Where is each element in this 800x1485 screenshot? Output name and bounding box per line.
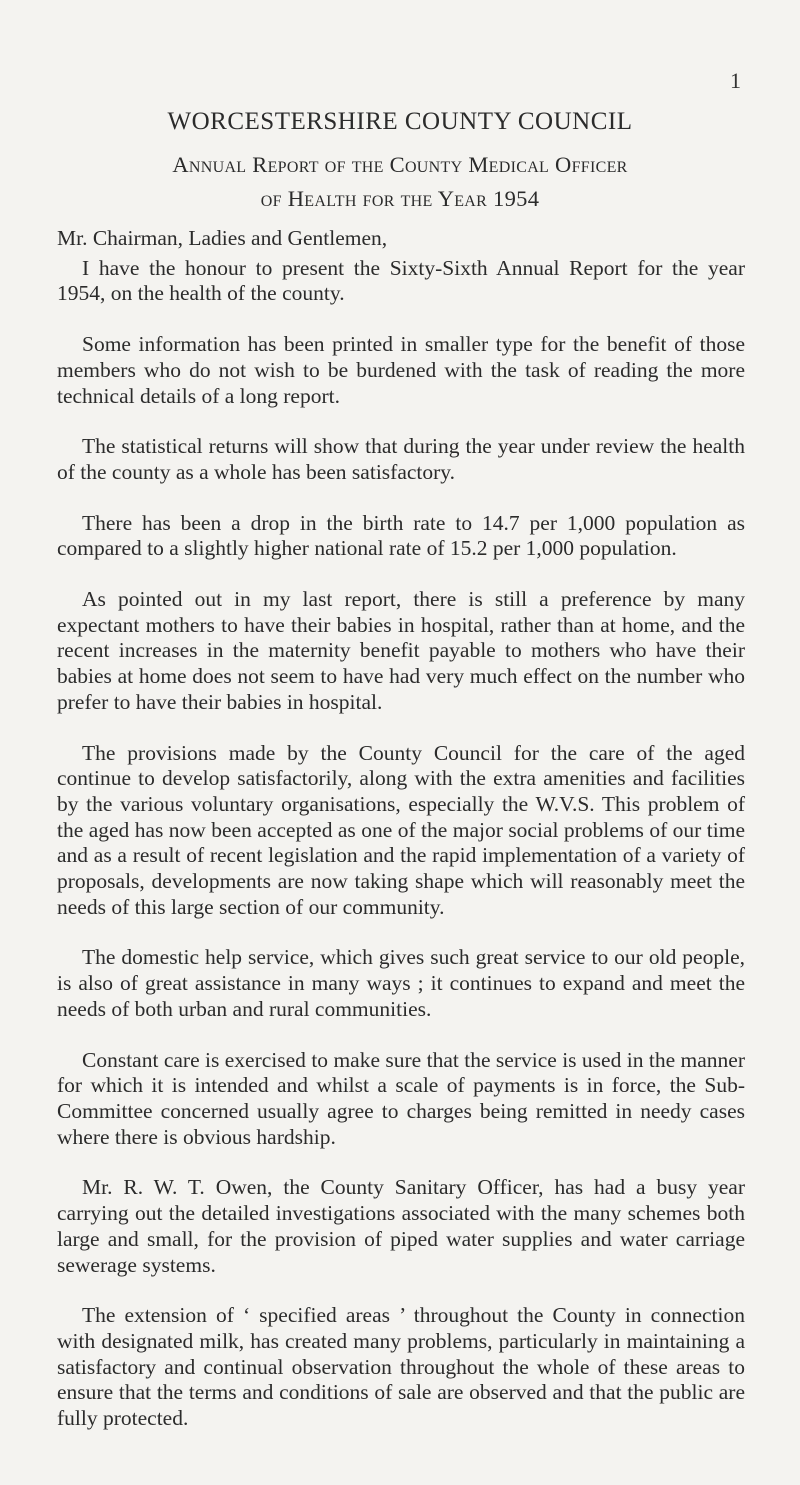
paragraph-domestic-help: The domestic help service, which gives such great service to our old people, is also of great assistance in many ways ; it continues to expand and meet the needs of both urban and rural communities.: [57, 945, 745, 1021]
paragraph-birth-rate: There has been a drop in the birth rate to 14.7 per 1,000 population as compared to a slightly higher national rate of 15.2 per 1,000 population.: [57, 510, 745, 561]
document-title: WORCESTERSHIRE COUNTY COUNCIL: [167, 108, 633, 135]
report-body: [57, 226, 745, 1457]
paragraph-care-of-aged: The provisions made by the County Council for the care of the aged continue to develop satisfactorily, along with the extra amenities and facilities by the various voluntary organisations, especially the W.V.S. This problem of the aged has now been accepted as one of the major social problems of our time and as a result of recent legislation and the rapid implementation of a variety of proposals, developments are now taking shape which will reasonably meet the needs of this large section of our community.: [57, 740, 745, 919]
salutation: Mr. Chairman, Ladies and Gentlemen,: [57, 226, 388, 250]
paragraph-sanitary-officer: Mr. R. W. T. Owen, the County Sanitary Officer, has had a busy year carrying out the detailed investigations associated with the many schemes both large and small, for the provision of piped water supplies and water carriage sewerage systems.: [57, 1175, 745, 1277]
paragraph-specified-areas: The extension of ‘ specified areas ’ throughout the County in connection with designated milk, has created many problems, particularly in maintaining a satisfactory and continual observation throughout the whole of these areas to ensure that the terms and conditions of sale are observed and that the public are fully protected.: [57, 1303, 745, 1431]
page-number: 1: [730, 68, 741, 93]
paragraph-constant-care: Constant care is exercised to make sure that the service is used in the manner for which it is intended and whilst a scale of payments is in force, the Sub-Committee concerned usually agree to charges being remitted in needy cases where there is obvious hardship.: [57, 1047, 745, 1149]
paragraph-statistical-returns: The statistical returns will show that during the year under review the health of the county as a whole has been satisfactory.: [57, 434, 745, 484]
paragraph-smaller-type: Some information has been printed in smaller type for the benefit of those members who do not wish to be burdened with the task of reading the more technical details of a long report.: [57, 332, 745, 408]
paragraph-intro: I have the honour to present the Sixty-Sixth Annual Report for the year 1954, on the health of the county.: [57, 255, 745, 306]
subtitle-line-2: of Health for the Year 1954: [260, 186, 540, 211]
subtitle-line-1: Annual Report of the County Medical Officer: [172, 152, 628, 177]
paragraph-hospital-preference: As pointed out in my last report, there is still a preference by many expectant mothers to have their babies in hospital, rather than at home, and the recent increases in the maternity benefit payable to mothers who have their babies at home does not seem to have had very much effect on the number who prefer to have their babies in hospital.: [57, 587, 745, 714]
report-subtitle: [0, 148, 800, 216]
